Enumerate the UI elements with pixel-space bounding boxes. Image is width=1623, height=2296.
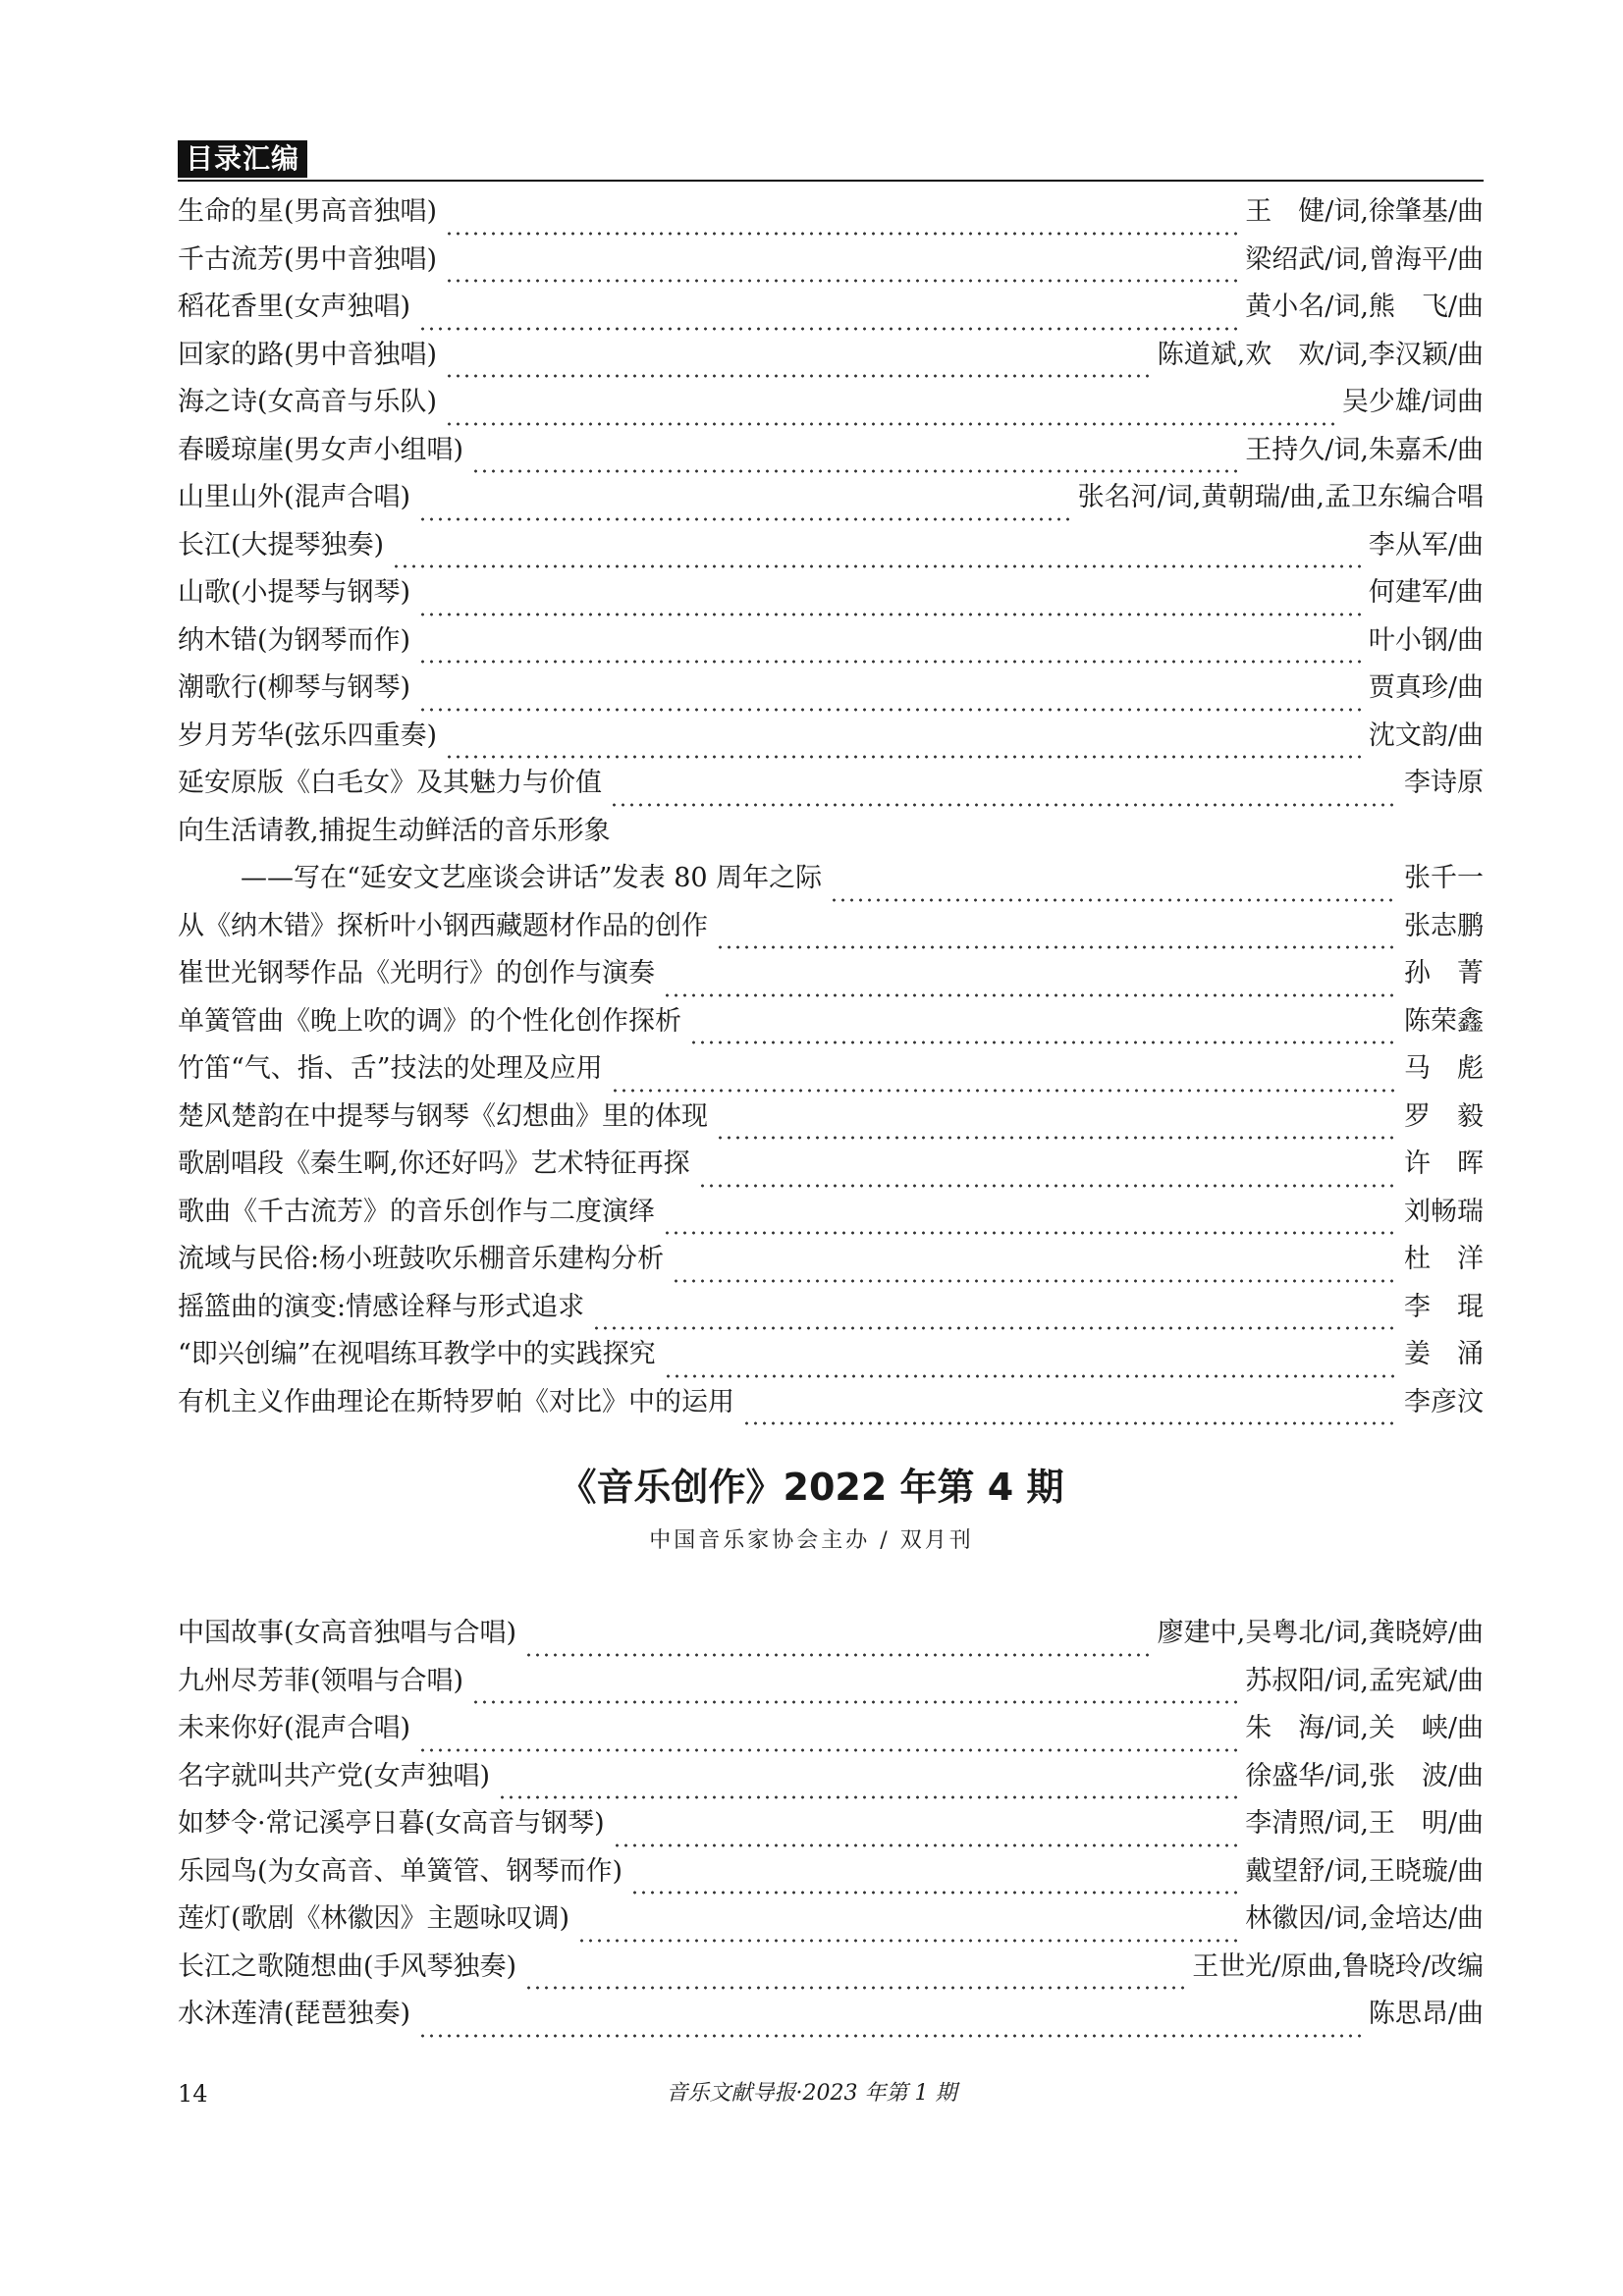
dot-leader: [664, 1346, 1396, 1379]
dot-leader: [716, 1107, 1396, 1141]
toc-entry: [178, 950, 1484, 998]
toc-entry-author: 戴望舒/词,王晓璇/曲: [1245, 1855, 1484, 1887]
issue-subtitle: 中国音乐家协会主办 / 双月刊: [649, 1528, 974, 1553]
toc-entry-title: 名字就叫共产党(女声独唱): [178, 1760, 491, 1791]
journal-footer: 音乐文献导报·2023 年第 1 期: [666, 2081, 957, 2106]
toc-entry: [178, 617, 1484, 666]
dot-leader: [716, 917, 1396, 950]
toc-entry: [178, 474, 1484, 522]
dot-leader: [630, 1862, 1237, 1896]
dot-leader: [392, 536, 1361, 569]
dot-leader: [471, 441, 1237, 474]
toc-entry: [178, 1800, 1484, 1848]
toc-entry: [178, 1045, 1484, 1094]
toc-entry-title: 竹笛“气、指、舌”技法的处理及应用: [178, 1053, 603, 1084]
toc-entry: [178, 522, 1484, 570]
toc-entry-author: 罗 毅: [1404, 1100, 1484, 1132]
toc-entry-title: 从《纳木错》探析叶小钢西藏题材作品的创作: [178, 910, 708, 941]
dot-leader: [418, 2005, 1361, 2039]
toc-entry-title: 楚风楚韵在中提琴与钢琴《幻想曲》里的体现: [178, 1100, 708, 1132]
toc-entry: [178, 1331, 1484, 1379]
toc-entry-author: 王 健/词,徐肇基/曲: [1245, 196, 1484, 227]
toc-entry-author: 张志鹏: [1404, 910, 1484, 941]
dot-leader: [418, 1720, 1237, 1753]
dot-leader: [445, 346, 1150, 379]
dot-leader: [498, 1767, 1237, 1800]
dot-leader: [663, 1202, 1396, 1236]
dot-leader: [524, 1625, 1150, 1658]
toc-entry-title: 纳木错(为钢琴而作): [178, 624, 411, 656]
dot-leader: [445, 250, 1237, 284]
toc-entry-author: 黄小名/词,熊 飞/曲: [1245, 292, 1484, 322]
toc-entry-author: 马 彪: [1404, 1053, 1484, 1084]
toc-entry: [178, 188, 1484, 237]
toc-entry-author: 廖建中,吴粤北/词,龚晓婷/曲: [1157, 1618, 1484, 1648]
dot-leader: [663, 965, 1396, 998]
toc-entry-title: 山里山外(混声合唱): [178, 482, 411, 512]
dot-leader: [418, 489, 1070, 522]
dot-leader: [445, 394, 1334, 427]
toc-entry: [178, 1753, 1484, 1801]
toc-entry: [178, 760, 1484, 808]
toc-entry-author: 徐盛华/词,张 波/曲: [1245, 1760, 1484, 1791]
toc-entry-author: 朱 海/词,关 峡/曲: [1245, 1713, 1484, 1743]
toc-entry-title: 中国故事(女高音独唱与合唱): [178, 1618, 517, 1648]
toc-entry-author: 李清照/词,王 明/曲: [1245, 1808, 1484, 1839]
toc-entry-title: 单簧管曲《晚上吹的调》的个性化创作探析: [178, 1005, 681, 1037]
dot-leader: [830, 870, 1396, 903]
toc-entry-title: 流域与民俗:杨小班鼓吹乐棚音乐建构分析: [178, 1244, 665, 1274]
toc-entry: [178, 855, 1484, 903]
toc-entry-title: 潮歌行(柳琴与钢琴): [178, 672, 411, 703]
toc-entry-author: 王持久/词,朱嘉禾/曲: [1245, 434, 1484, 465]
toc-entry-author: 许 晖: [1404, 1148, 1484, 1179]
dot-leader: [689, 1012, 1396, 1045]
toc-entry-title: 稻花香里(女声独唱): [178, 292, 411, 322]
dot-leader: [610, 774, 1396, 808]
dot-leader: [577, 1910, 1237, 1944]
toc-entry: [178, 1236, 1484, 1284]
toc-entry-author: 杜 洋: [1404, 1244, 1484, 1274]
toc-entry: [178, 427, 1484, 475]
section-tag: 目录汇编: [178, 140, 307, 178]
toc-entry-title: 有机主义作曲理论在斯特罗帕《对比》中的运用: [178, 1386, 734, 1417]
toc-entry: [178, 1189, 1484, 1237]
toc-list-bottom: [178, 1610, 1484, 2039]
toc-entry-author: 林徽因/词,金培达/曲: [1245, 1903, 1484, 1934]
page-number: 14: [178, 2080, 208, 2108]
toc-entry: [178, 332, 1484, 380]
toc-entry-author: 叶小钢/曲: [1368, 624, 1484, 656]
toc-entry-title: 岁月芳华(弦乐四重奏): [178, 720, 438, 751]
dot-leader: [672, 1251, 1396, 1284]
toc-entry-author: 刘畅瑞: [1404, 1196, 1484, 1227]
toc-entry: [178, 1141, 1484, 1189]
toc-entry: [178, 1284, 1484, 1332]
toc-entry-author: 王世光/原曲,鲁晓玲/改编: [1192, 1950, 1484, 1982]
toc-entry-title: 延安原版《白毛女》及其魅力与价值: [178, 768, 602, 798]
dot-leader: [611, 1060, 1396, 1094]
toc-entry: [178, 379, 1484, 427]
section-header: [178, 140, 1484, 180]
toc-entry-title: 乐园鸟(为女高音、单簧管、钢琴而作): [178, 1855, 623, 1887]
dot-leader: [698, 1155, 1396, 1189]
toc-entry-author: 李诗原: [1404, 768, 1484, 798]
toc-entry: [178, 1094, 1484, 1142]
toc-entry-author: 张名河/词,黄朝瑞/曲,孟卫东编合唱: [1077, 482, 1484, 512]
toc-entry: [178, 237, 1484, 285]
toc-entry-title: 如梦令·常记溪亭日暮(女高音与钢琴): [178, 1808, 605, 1839]
toc-entry-author: 陈思昂/曲: [1368, 1999, 1484, 2029]
issue-title: 《音乐创作》2022 年第 4 期: [559, 1466, 1064, 1509]
dot-leader: [445, 203, 1237, 237]
toc-entry-author: 姜 涌: [1404, 1339, 1484, 1369]
toc-entry-title: 长江之歌随想曲(手风琴独奏): [178, 1950, 517, 1982]
toc-entry-title: 回家的路(男中音独唱): [178, 339, 438, 370]
dot-leader: [418, 679, 1361, 713]
toc-entry-author: 张千一: [1404, 863, 1484, 893]
dot-leader: [418, 298, 1237, 332]
toc-entry-title: 歌剧唱段《秦生啊,你还好吗》艺术特征再探: [178, 1148, 690, 1179]
toc-entry: [178, 808, 1484, 856]
toc-entry: [178, 1705, 1484, 1753]
toc-entry: [178, 998, 1484, 1046]
dot-leader: [445, 726, 1361, 760]
toc-entry-author: 陈荣鑫: [1404, 1005, 1484, 1037]
toc-entry: [178, 1896, 1484, 1944]
dot-leader: [471, 1672, 1237, 1705]
toc-entry: [178, 1658, 1484, 1706]
toc-entry: [178, 284, 1484, 332]
toc-entry-title: 长江(大提琴独奏): [178, 529, 385, 561]
toc-entry-author: 李彦汶: [1404, 1386, 1484, 1417]
toc-entry-author: 陈道斌,欢 欢/词,李汉颖/曲: [1157, 339, 1484, 370]
toc-entry-author: 孙 菁: [1404, 958, 1484, 988]
dot-leader: [418, 584, 1361, 617]
toc-entry-author: 苏叔阳/词,孟宪斌/曲: [1245, 1665, 1484, 1696]
toc-entry-title: 春暖琼崖(男女声小组唱): [178, 434, 464, 465]
toc-entry-title: 未来你好(混声合唱): [178, 1713, 411, 1743]
toc-entry: [178, 1379, 1484, 1427]
dot-leader: [613, 1815, 1238, 1848]
toc-entry-title: ——写在“延安文艺座谈会讲话”发表 80 周年之际: [241, 863, 823, 893]
toc-entry-title: 九州尽芳菲(领唱与合唱): [178, 1665, 464, 1696]
toc-entry: [178, 1991, 1484, 2039]
toc-entry-author: 吴少雄/词曲: [1341, 387, 1484, 417]
toc-entry-author: 李 琨: [1404, 1291, 1484, 1322]
toc-entry-author: 李从军/曲: [1368, 529, 1484, 561]
toc-entry-author: 梁绍武/词,曾海平/曲: [1245, 243, 1484, 275]
toc-entry-title: 向生活请教,捕捉生动鲜活的音乐形象: [178, 815, 611, 846]
toc-list-top: [178, 188, 1484, 1426]
dot-leader: [418, 631, 1361, 665]
toc-entry-title: 生命的星(男高音独唱): [178, 196, 438, 227]
toc-entry: [178, 1610, 1484, 1658]
toc-entry-title: 崔世光钢琴作品《光明行》的创作与演奏: [178, 958, 655, 988]
dot-leader: [524, 1957, 1184, 1991]
toc-entry: [178, 569, 1484, 617]
toc-entry-author: 何建军/曲: [1368, 577, 1484, 608]
toc-entry-author: 沈文韵/曲: [1368, 720, 1484, 751]
toc-entry: [178, 903, 1484, 951]
dot-leader: [592, 1298, 1396, 1331]
toc-entry-title: 摇篮曲的演变:情感诠释与形式追求: [178, 1291, 585, 1322]
header-rule: [178, 180, 1484, 182]
toc-entry-title: 水沐莲清(琵琶独奏): [178, 1999, 411, 2029]
toc-entry: [178, 1848, 1484, 1896]
toc-entry-title: 莲灯(歌剧《林徽因》主题咏叹调): [178, 1903, 570, 1934]
toc-entry-title: 歌曲《千古流芳》的音乐创作与二度演绎: [178, 1196, 655, 1227]
dot-leader: [742, 1393, 1396, 1426]
toc-entry-author: 贾真珍/曲: [1368, 672, 1484, 703]
toc-entry: [178, 1944, 1484, 1992]
toc-entry-title: “即兴创编”在视唱练耳教学中的实践探究: [178, 1339, 656, 1369]
toc-entry-title: 海之诗(女高音与乐队): [178, 387, 438, 417]
toc-entry: [178, 665, 1484, 713]
toc-entry-title: 千古流芳(男中音独唱): [178, 243, 438, 275]
toc-entry-title: 山歌(小提琴与钢琴): [178, 577, 411, 608]
toc-entry: [178, 713, 1484, 761]
